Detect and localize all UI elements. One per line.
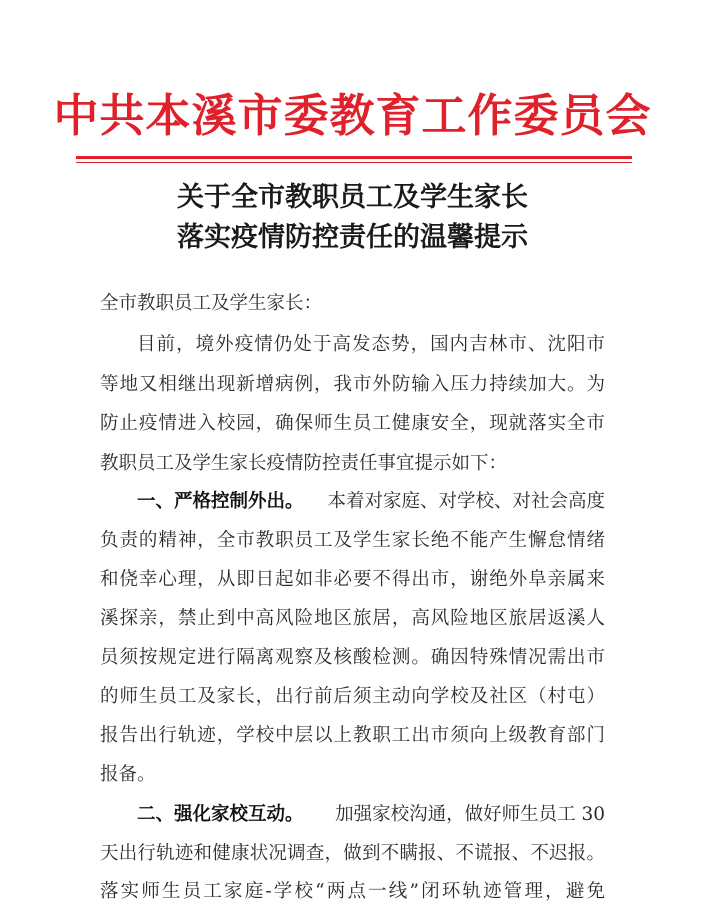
document-title-line-1: 关于全市教职员工及学生家长 bbox=[177, 182, 528, 213]
section1-line: 报告出行轨迹，学校中层以上教职工出市须向上级教育部门 bbox=[100, 725, 605, 746]
header-rule-thin bbox=[76, 162, 632, 163]
section2-line: 天出行轨迹和健康状况调查，做到不瞒报、不谎报、不迟报。 bbox=[100, 843, 605, 864]
section1-line: 的师生员工及家长，出行前后须主动向学校及社区（村屯） bbox=[100, 686, 605, 707]
section1-first-rest: 本着对家庭、对学校、对社会高度 bbox=[327, 491, 605, 512]
intro-line-4: 教职员工及学生家长疫情防控责任事宜提示如下： bbox=[100, 453, 508, 474]
intro-line-3: 防止疫情进入校园，确保师生员工健康安全，现就落实全市 bbox=[100, 413, 605, 434]
section2-first-line bbox=[137, 802, 605, 828]
section1-first-line bbox=[137, 489, 605, 515]
section1-line: 负责的精神，全市教职员工及学生家长绝不能产生懈怠情绪 bbox=[100, 530, 605, 551]
intro-line-1: 目前，境外疫情仍处于高发态势，国内吉林市、沈阳市 bbox=[137, 334, 605, 355]
intro-line-2: 等地又相继出现新增病例，我市外防输入压力持续加大。为 bbox=[100, 374, 605, 395]
header-rule-thick bbox=[76, 156, 632, 159]
section1-line: 报备。 bbox=[100, 764, 156, 785]
section2-first-rest: 加强家校沟通，做好师生员工 30 bbox=[335, 804, 605, 825]
organization-header: 中共本溪市委教育工作委员会 bbox=[53, 89, 652, 142]
section1-line: 溪探亲，禁止到中高风险地区旅居，高风险地区旅居返溪人 bbox=[100, 608, 605, 629]
salutation: 全市教职员工及学生家长： bbox=[100, 293, 323, 314]
section1-line: 员须按规定进行隔离观察及核酸检测。确因特殊情况需出市 bbox=[100, 647, 605, 668]
section1-line: 和侥幸心理，从即日起如非必要不得出市，谢绝外阜亲属来 bbox=[100, 569, 605, 590]
section2-heading: 二、强化家校互动。 bbox=[137, 804, 304, 825]
section1-heading: 一、严格控制外出。 bbox=[137, 491, 304, 512]
document-title-line-2: 落实疫情防控责任的温馨提示 bbox=[177, 222, 528, 253]
section2-line: 落实师生员工家庭-学校“两点一线”闭环轨迹管理，避免 bbox=[100, 881, 605, 902]
